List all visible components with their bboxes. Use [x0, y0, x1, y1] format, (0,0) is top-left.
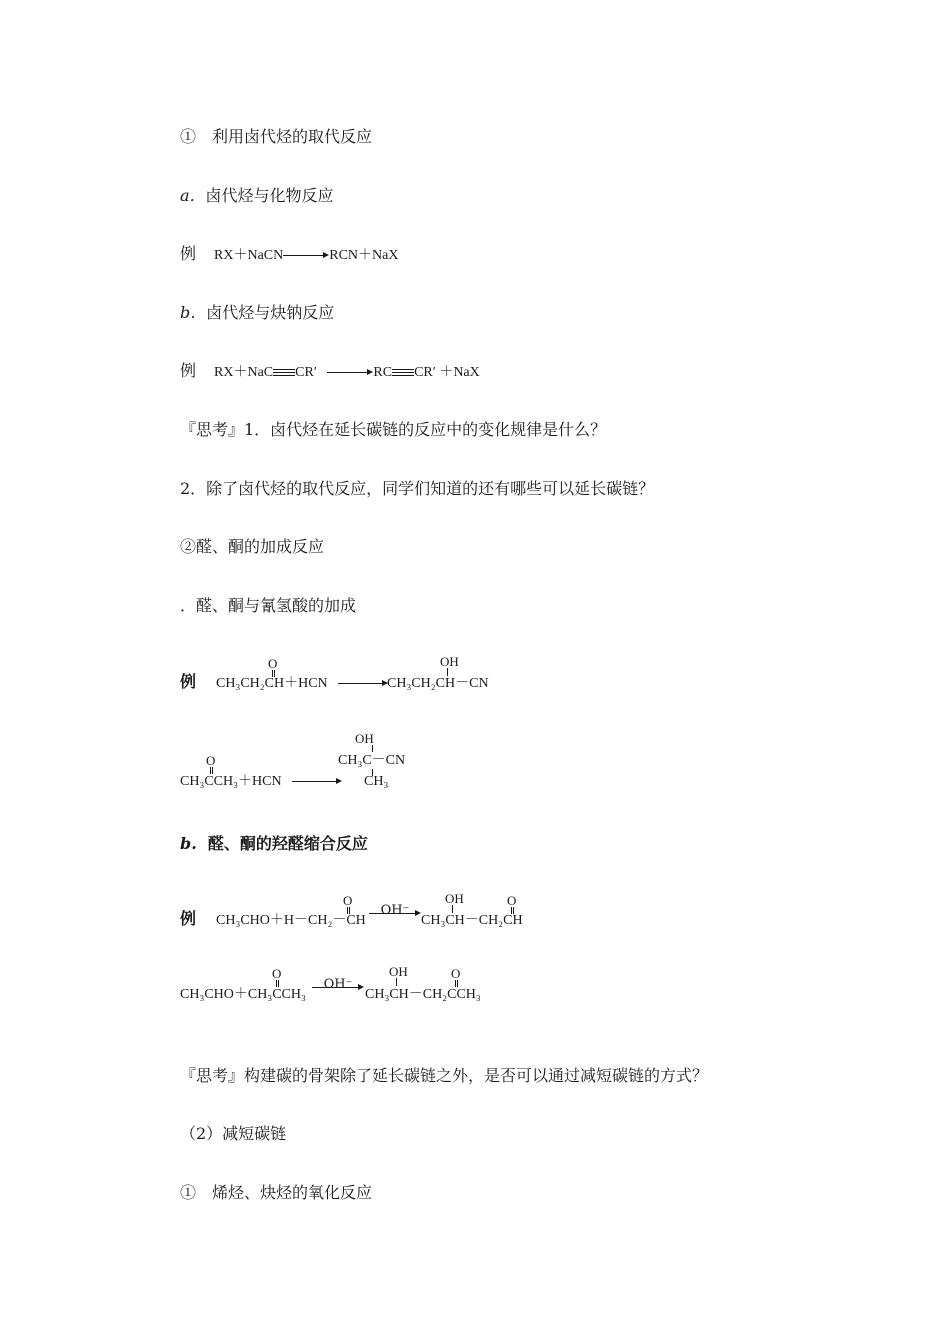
- think-question-2: 2．除了卤代烃的取代反应，同学们知道的还有哪些可以延长碳链？: [180, 479, 655, 498]
- heading-halide-substitution: ① 利用卤代烃的取代反应: [180, 127, 373, 146]
- double-bond: [455, 980, 458, 987]
- example-label: 例: [180, 246, 197, 263]
- single-bond: [452, 905, 453, 913]
- equation-part-a: RX＋NaC: [214, 365, 274, 380]
- product-formula: CH₃CH－CH₂CCH₃: [365, 987, 481, 1002]
- subheading-aldol-text: 醛、酮的羟醛缩合反应: [207, 834, 368, 853]
- hydroxyl-group: OH: [445, 891, 464, 906]
- subheading-b-text: 卤代烃与炔钠反应: [206, 303, 335, 322]
- example-label: 例: [180, 363, 197, 380]
- reaction-arrow: [327, 368, 373, 378]
- single-bond: [396, 978, 397, 986]
- equation-rx-acetylide: [180, 362, 480, 383]
- product-formula: CH₃CH₂CH－CN: [387, 676, 489, 691]
- product-methyl: CH₃: [364, 774, 389, 789]
- product-formula: CH₃CH－CH₂CH: [421, 913, 523, 928]
- item-marker-b: b.: [180, 834, 197, 853]
- example-label: 例: [180, 911, 197, 928]
- think-question-3: 『思考』构建碳的骨架除了延长碳链之外，是否可以通过减短碳链的方式？: [180, 1066, 709, 1085]
- reaction-arrow: [292, 777, 342, 787]
- carbonyl-oxygen: O: [451, 966, 461, 981]
- carbonyl-oxygen: O: [343, 893, 353, 908]
- reaction-arrow: [283, 251, 329, 261]
- single-bond: [372, 745, 373, 752]
- reaction-arrow: [338, 679, 388, 689]
- hydroxyl-group: OH: [440, 654, 459, 669]
- single-bond: [447, 668, 448, 676]
- carbonyl-oxygen: O: [272, 966, 282, 981]
- equation-right: RCN＋NaX: [329, 248, 399, 263]
- equation-rx-nacn: [180, 245, 398, 266]
- equation-left: RX＋NaCN: [214, 248, 284, 263]
- catalyst-label: OH⁻: [380, 903, 410, 918]
- subheading-hcn-addition: ．醛、酮与氰氢酸的加成: [180, 596, 357, 615]
- subheading-aldol: [180, 834, 368, 854]
- carbonyl-oxygen: O: [206, 753, 216, 768]
- equation-part-d: CR′ ＋NaX: [414, 365, 480, 380]
- reactant-formula: CH₃CHO＋CH₃CCH₃: [180, 987, 306, 1002]
- heading-carbonyl-addition: ②醛、酮的加成反应: [180, 537, 325, 556]
- double-bond: [276, 980, 279, 987]
- reactant-formula: CH₃CHO＋H－CH₂－CH: [216, 913, 366, 928]
- item-marker-a: a．: [180, 186, 206, 205]
- equation-part-c: RC: [373, 365, 393, 380]
- hydroxyl-group: OH: [389, 964, 408, 979]
- item-marker-b: b．: [180, 303, 207, 322]
- equation-part-b: CR′: [295, 365, 317, 380]
- subheading-a: [180, 186, 334, 206]
- subheading-b: [180, 303, 334, 323]
- reactant-formula: CH₃CCH₃＋HCN: [180, 774, 282, 789]
- carbonyl-oxygen: O: [507, 893, 517, 908]
- think-question-1: 『思考』1．卤代烃在延长碳链的反应中的变化规律是什么？: [180, 420, 607, 439]
- base-catalyst-arrow: [369, 903, 421, 921]
- triple-bond: [392, 369, 414, 377]
- catalyst-label: OH⁻: [323, 977, 353, 992]
- example-label: 例: [180, 674, 197, 691]
- heading-shorten-chain: （2）减短碳链: [180, 1124, 287, 1143]
- hydroxyl-group: OH: [355, 731, 374, 746]
- reactant-formula: CH₃CH₂CH＋HCN: [216, 676, 328, 691]
- triple-bond: [273, 369, 295, 377]
- heading-alkene-oxidation: ① 烯烃、炔烃的氧化反应: [180, 1183, 373, 1202]
- subheading-a-text: 卤代烃与化物反应: [205, 186, 334, 205]
- product-middle-formula: CH₃C－CN: [338, 753, 406, 768]
- carbonyl-oxygen: O: [268, 656, 278, 671]
- base-catalyst-arrow: [312, 977, 364, 995]
- double-bond: [210, 767, 213, 774]
